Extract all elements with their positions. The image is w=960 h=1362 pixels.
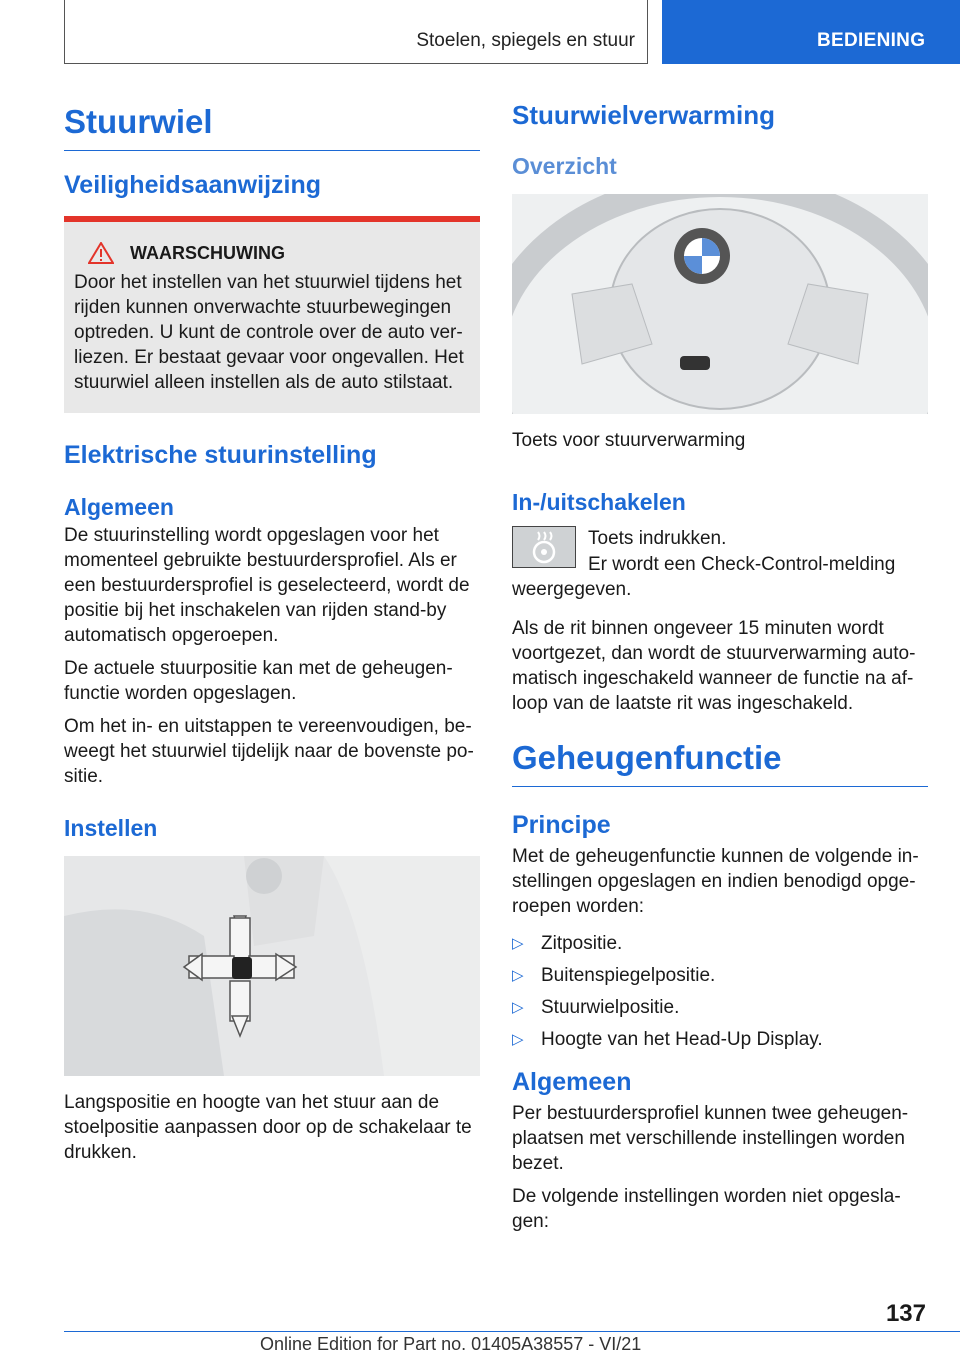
header-tab-label: BEDIENING <box>817 30 926 51</box>
header-section-title: Stoelen, spiegels en stuur <box>416 30 635 51</box>
paragraph: Als de rit binnen ongeveer 15 minuten wordt voortgezet, dan wordt de stuurverwarming auto-matisch ingeschakeld wanneer de functie na af-loop van de laatste rit was ingeschakeld. <box>512 618 916 714</box>
memory-title: Geheugenfunctie <box>512 740 928 787</box>
warning-icon <box>88 242 114 264</box>
paragraph: De actuele stuurpositie kan met de geheugen-functie worden opgeslagen. <box>64 658 453 705</box>
steering-adjust-image <box>64 856 480 1076</box>
footer-edition: Online Edition for Part no. 01405A38557 - VI/21 <box>260 1334 642 1354</box>
principle-heading: Principe <box>512 811 611 840</box>
safety-heading: Veiligheidsaanwijzing <box>64 171 322 200</box>
image-caption: Toets voor stuurverwarming <box>512 430 746 451</box>
paragraph: Per bestuurdersprofiel kunnen twee geheugen-plaatsen met verschillende instellingen worden bezet. <box>512 1103 909 1175</box>
page-number: 137 <box>885 1300 926 1327</box>
triangle-bullet-icon: ▷ <box>512 1031 524 1049</box>
general-heading-2: Algemeen <box>512 1068 632 1097</box>
footer-divider <box>64 1331 960 1332</box>
warning-label: WAARSCHUWING <box>130 242 285 263</box>
header-section-box <box>64 0 648 64</box>
header-tab[interactable] <box>662 0 960 64</box>
set-heading: Instellen <box>64 815 158 842</box>
steering-heat-button-icon <box>512 526 576 568</box>
warning-box <box>64 216 480 413</box>
overview-heading: Overzicht <box>512 153 617 179</box>
onoff-heading: In-/uitschakelen <box>512 489 686 515</box>
page-title: Stuurwiel <box>64 104 480 151</box>
list-item: ▷ Buitenspiegelpositie. <box>512 965 716 987</box>
list-item: ▷ Zitpositie. <box>512 933 623 955</box>
list-item: ▷ Hoogte van het Head-Up Display. <box>512 1029 823 1051</box>
warning-text: Door het instellen van het stuurwiel tijdens het rijden kunnen onverwachte stuurbewegingen optreden. U kunt de controle over de auto ver-liezen. Er bestaat gevaar voor ongevallen. Het stuurwiel alleen instellen als de auto stilstaat. <box>74 272 464 394</box>
steering-wheel-image <box>512 194 928 414</box>
right-column <box>512 100 928 1242</box>
paragraph: De stuurinstelling wordt opgeslagen voor het momenteel gebruikte bestuurdersprofiel. Als er een bestuurdersprofiel is geselecteerd, wordt de positie bij het inschakelen van rijden stand-by automatisch opgeroepen. <box>64 525 470 647</box>
image-caption: Langspositie en hoogte van het stuur aan de stoelpositie aanpassen door op de schakelaar te drukken. <box>64 1092 472 1164</box>
triangle-bullet-icon: ▷ <box>512 967 524 985</box>
triangle-bullet-icon: ▷ <box>512 935 524 953</box>
triangle-bullet-icon: ▷ <box>512 999 524 1017</box>
elec-heading: Elektrische stuurinstelling <box>64 441 377 470</box>
step-2: Er wordt een Check-Control-melding weergegeven. <box>512 554 896 600</box>
paragraph: De volgende instellingen worden niet opgesla-gen: <box>512 1186 901 1233</box>
list-item: ▷ Stuurwielpositie. <box>512 997 680 1019</box>
settings-list <box>512 931 928 1052</box>
paragraph: Met de geheugenfunctie kunnen de volgende in-stellingen opgeslagen en indien benodigd opge-roepen worden: <box>512 846 919 918</box>
paragraph: Om het in- en uitstappen te vereenvoudigen, be-weegt het stuurwiel tijdelijk naar de bovenste po-sitie. <box>64 716 474 788</box>
step-1: Toets indrukken. <box>588 528 727 549</box>
heat-heading: Stuurwielverwarming <box>512 100 775 130</box>
general-heading: Algemeen <box>64 494 174 521</box>
left-column <box>64 104 480 1173</box>
